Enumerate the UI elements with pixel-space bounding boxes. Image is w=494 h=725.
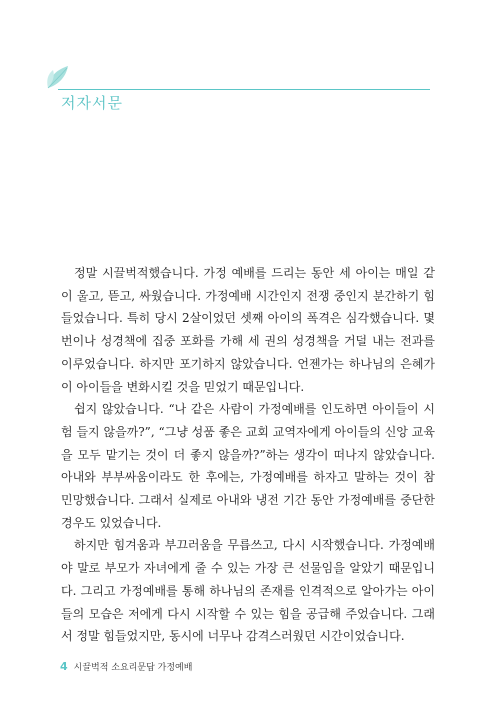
page-number: 4 xyxy=(60,660,68,673)
paragraph: 쉽지 않았습니다. “나 같은 사람이 가정예배를 인도하면 아이들이 시험 들지 않을까?”, “그냥 성품 좋은 교회 교역자에게 아이들의 신앙 교육을 모두 맡기는 것이 더 좋지 않을까?”하는 생각이 떠나지 않았습니다. 아내와 부부싸움이라도 한 후에는, 가정예배를 하자고 말하는 것이 참 민망했습니다. 그래서 실제로 아내와 냉전 기간 동안 가정예배를 중단한 경우도 있었습니다. xyxy=(61,402,435,530)
paragraph: 하지만 힘겨움과 부끄러움을 무릅쓰고, 다시 시작했습니다. 가정예배야 말로 부모가 자녀에게 줄 수 있는 가장 큰 선물임을 알았기 때문입니다. 그리고 가정예배를 통해 하나님의 존재를 인격적으로 알아가는 아이들의 모습은 저에게 다시 시작할 수 있는 힘을 공급해 주었습니다. 그래서 정말 힘들었지만, 동시에 너무나 감격스러웠던 시간이었습니다. xyxy=(61,538,435,644)
header-rule xyxy=(58,89,430,90)
running-book-title: 시끌벅적 소요리문답 가정예배 xyxy=(73,663,193,673)
page-footer xyxy=(60,660,192,673)
paragraph: 정말 시끌벅적했습니다. 가정 예배를 드리는 동안 세 아이는 매일 같이 울고, 뜯고, 싸웠습니다. 가정예배 시간인지 전쟁 중인지 분간하기 힘들었습니다. 특히 당시 2살이었던 셋째 아이의 폭격은 심각했습니다. 몇 번이나 성경책에 집중 포화를 가해 세 권의 성경책을 거덜 내는 전과를 이루었습니다. 하지만 포기하지 않았습니다. 언젠가는 하나님의 은혜가 이 아이들을 변화시킬 것을 믿었기 때문입니다. xyxy=(61,266,435,394)
body-text xyxy=(61,262,435,648)
chapter-title: 저자서문 xyxy=(61,94,123,112)
leaf-icon xyxy=(44,62,74,90)
